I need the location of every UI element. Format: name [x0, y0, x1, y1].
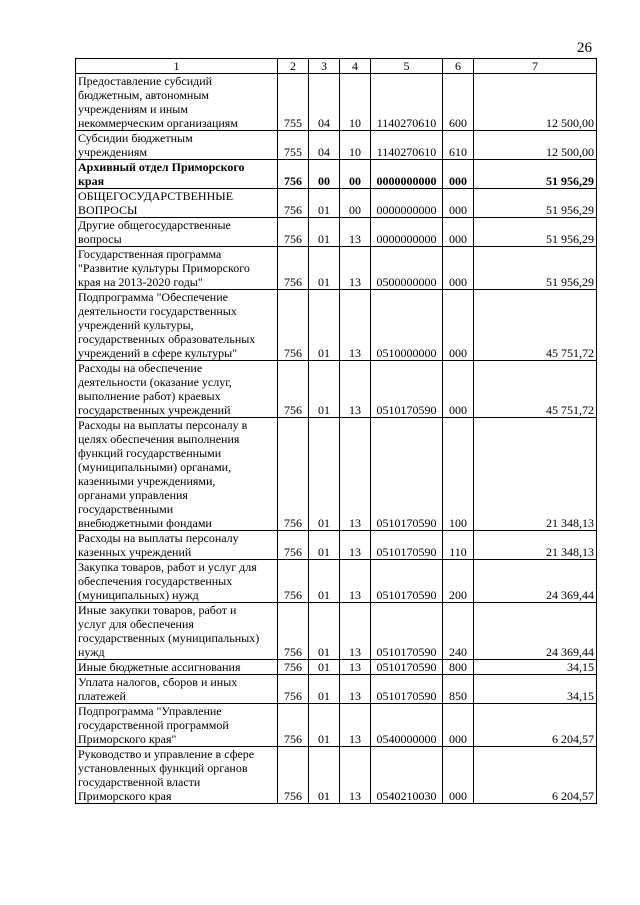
row-code-cell-c4: 13	[340, 361, 371, 418]
table-row	[76, 160, 597, 189]
row-amount-cell: 51 956,29	[474, 247, 597, 290]
row-code-cell-c2: 756	[278, 160, 309, 189]
row-code-cell-c4: 13	[340, 660, 371, 675]
row-name-text: Архивный отдел Приморского края	[78, 160, 245, 188]
row-code-cell-c4: 13	[340, 603, 371, 660]
row-name-text: Другие общегосударственные вопросы	[78, 218, 231, 246]
row-name-cell	[76, 531, 278, 560]
row-name-text: Уплата налогов, сборов и иных платежей	[78, 675, 238, 703]
row-code-cell-c2: 756	[278, 361, 309, 418]
row-code-cell-c3: 00	[309, 160, 340, 189]
row-code-cell-c3: 01	[309, 603, 340, 660]
row-code-cell-c6: 200	[443, 560, 474, 603]
header-col-2: 2	[278, 59, 309, 74]
row-code-cell-c6: 000	[443, 361, 474, 418]
row-code-cell-c5: 0540000000	[371, 704, 443, 747]
row-code-cell-c4: 13	[340, 247, 371, 290]
header-col-5: 5	[371, 59, 443, 74]
header-col-3: 3	[309, 59, 340, 74]
row-amount-cell: 24 369,44	[474, 560, 597, 603]
row-code-cell-c2: 756	[278, 747, 309, 804]
row-code-cell-c5: 0500000000	[371, 247, 443, 290]
table-row	[76, 247, 597, 290]
row-code-cell-c4: 00	[340, 160, 371, 189]
table-row	[76, 560, 597, 603]
row-code-cell-c5: 0510170590	[371, 531, 443, 560]
row-code-cell-c5: 0540210030	[371, 747, 443, 804]
row-name-text: Иные бюджетные ассигнования	[78, 660, 241, 674]
row-code-cell-c3: 01	[309, 704, 340, 747]
row-amount-cell: 34,15	[474, 660, 597, 675]
row-name-text: ОБЩЕГОСУДАРСТВЕННЫЕ ВОПРОСЫ	[78, 189, 234, 217]
row-name-cell	[76, 160, 278, 189]
row-code-cell-c6: 000	[443, 160, 474, 189]
row-code-cell-c6: 240	[443, 603, 474, 660]
row-code-cell-c4: 13	[340, 531, 371, 560]
row-code-cell-c3: 01	[309, 660, 340, 675]
row-name-text: Расходы на выплаты персоналу казенных учреждений	[78, 531, 239, 559]
row-code-cell-c6: 000	[443, 218, 474, 247]
row-name-cell	[76, 361, 278, 418]
row-code-cell-c4: 13	[340, 560, 371, 603]
row-code-cell-c5: 0000000000	[371, 189, 443, 218]
row-code-cell-c3: 01	[309, 361, 340, 418]
row-code-cell-c3: 01	[309, 218, 340, 247]
row-name-cell	[76, 704, 278, 747]
row-code-cell-c4: 13	[340, 747, 371, 804]
row-name-cell	[76, 74, 278, 131]
row-name-cell	[76, 418, 278, 531]
row-code-cell-c2: 755	[278, 74, 309, 131]
table-row	[76, 189, 597, 218]
row-code-cell-c3: 04	[309, 131, 340, 160]
row-name-cell	[76, 747, 278, 804]
row-amount-cell: 45 751,72	[474, 290, 597, 361]
row-code-cell-c3: 01	[309, 290, 340, 361]
row-amount-cell: 51 956,29	[474, 160, 597, 189]
row-code-cell-c5: 0510170590	[371, 660, 443, 675]
budget-table	[75, 58, 597, 804]
row-name-cell	[76, 603, 278, 660]
table-row	[76, 290, 597, 361]
row-code-cell-c4: 13	[340, 675, 371, 704]
row-code-cell-c3: 01	[309, 189, 340, 218]
row-code-cell-c2: 756	[278, 247, 309, 290]
row-amount-cell: 51 956,29	[474, 189, 597, 218]
row-code-cell-c6: 000	[443, 189, 474, 218]
row-code-cell-c5: 0000000000	[371, 160, 443, 189]
row-code-cell-c5: 0000000000	[371, 218, 443, 247]
row-name-text: Иные закупки товаров, работ и услуг для обеспечения государственных (муниципальных) нужд	[78, 603, 260, 659]
row-code-cell-c2: 756	[278, 660, 309, 675]
row-code-cell-c6: 610	[443, 131, 474, 160]
row-code-cell-c2: 756	[278, 290, 309, 361]
row-code-cell-c2: 756	[278, 560, 309, 603]
row-name-cell	[76, 290, 278, 361]
table-row	[76, 660, 597, 675]
row-code-cell-c4: 10	[340, 74, 371, 131]
row-code-cell-c6: 000	[443, 704, 474, 747]
row-name-text: Подпрограмма "Управление государственной программой Приморского края"	[78, 704, 229, 746]
row-code-cell-c5: 0510170590	[371, 560, 443, 603]
row-code-cell-c2: 756	[278, 603, 309, 660]
row-code-cell-c4: 00	[340, 189, 371, 218]
row-code-cell-c6: 850	[443, 675, 474, 704]
row-code-cell-c6: 000	[443, 747, 474, 804]
table-row	[76, 418, 597, 531]
row-amount-cell: 12 500,00	[474, 131, 597, 160]
row-amount-cell: 51 956,29	[474, 218, 597, 247]
row-amount-cell: 45 751,72	[474, 361, 597, 418]
row-name-cell	[76, 675, 278, 704]
row-code-cell-c3: 01	[309, 247, 340, 290]
row-name-cell	[76, 560, 278, 603]
row-code-cell-c5: 1140270610	[371, 74, 443, 131]
row-code-cell-c6: 600	[443, 74, 474, 131]
table-header-row	[76, 59, 597, 74]
row-name-cell	[76, 660, 278, 675]
row-code-cell-c3: 01	[309, 675, 340, 704]
row-code-cell-c5: 1140270610	[371, 131, 443, 160]
table-row	[76, 531, 597, 560]
row-code-cell-c3: 01	[309, 531, 340, 560]
header-col-7: 7	[474, 59, 597, 74]
header-col-1: 1	[76, 59, 278, 74]
row-amount-cell: 6 204,57	[474, 747, 597, 804]
row-code-cell-c4: 13	[340, 290, 371, 361]
row-code-cell-c3: 01	[309, 418, 340, 531]
row-amount-cell: 34,15	[474, 675, 597, 704]
table-row	[76, 131, 597, 160]
row-code-cell-c2: 756	[278, 189, 309, 218]
row-name-text: Субсидии бюджетным учреждениям	[78, 131, 193, 159]
row-name-cell	[76, 218, 278, 247]
row-code-cell-c3: 01	[309, 747, 340, 804]
row-code-cell-c5: 0510170590	[371, 603, 443, 660]
row-code-cell-c2: 755	[278, 131, 309, 160]
row-code-cell-c4: 13	[340, 704, 371, 747]
row-name-text: Подпрограмма "Обеспечение деятельности государственных учреждений культуры, государственных образовательных учреждений в сфере культуры"	[78, 290, 256, 360]
row-name-cell	[76, 189, 278, 218]
row-code-cell-c6: 000	[443, 247, 474, 290]
row-code-cell-c2: 756	[278, 531, 309, 560]
row-name-text: Расходы на выплаты персоналу в целях обеспечения выполнения функций государственными (муниципальными) органами, казенными учреждениями, органами управления государственными внебюджетными фондами	[78, 418, 248, 530]
row-code-cell-c3: 01	[309, 560, 340, 603]
row-amount-cell: 12 500,00	[474, 74, 597, 131]
page-number: 26	[577, 40, 592, 56]
row-name-text: Государственная программа "Развитие культуры Приморского края на 2013-2020 годы"	[78, 247, 250, 289]
table-row	[76, 675, 597, 704]
row-name-cell	[76, 131, 278, 160]
row-code-cell-c4: 13	[340, 418, 371, 531]
row-amount-cell: 21 348,13	[474, 531, 597, 560]
row-name-cell	[76, 247, 278, 290]
row-name-text: Предоставление субсидий бюджетным, автономным учреждениям и иным некоммерческим организациям	[78, 74, 238, 130]
row-amount-cell: 6 204,57	[474, 704, 597, 747]
header-col-6: 6	[443, 59, 474, 74]
row-code-cell-c6: 000	[443, 290, 474, 361]
row-amount-cell: 24 369,44	[474, 603, 597, 660]
table-row	[76, 361, 597, 418]
row-code-cell-c5: 0510170590	[371, 675, 443, 704]
row-code-cell-c4: 10	[340, 131, 371, 160]
row-code-cell-c6: 110	[443, 531, 474, 560]
table-row	[76, 603, 597, 660]
row-code-cell-c2: 756	[278, 218, 309, 247]
table-row	[76, 747, 597, 804]
row-code-cell-c2: 756	[278, 418, 309, 531]
row-code-cell-c5: 0510170590	[371, 361, 443, 418]
row-code-cell-c2: 756	[278, 704, 309, 747]
row-code-cell-c5: 0510170590	[371, 418, 443, 531]
row-name-text: Руководство и управление в сфере установленных функций органов государственной власти Приморского края	[78, 747, 255, 803]
row-code-cell-c5: 0510000000	[371, 290, 443, 361]
row-code-cell-c2: 756	[278, 675, 309, 704]
row-name-text: Расходы на обеспечение деятельности (оказание услуг, выполнение работ) краевых государственных учреждений	[78, 361, 232, 417]
table-row	[76, 74, 597, 131]
row-code-cell-c4: 13	[340, 218, 371, 247]
row-amount-cell: 21 348,13	[474, 418, 597, 531]
header-col-4: 4	[340, 59, 371, 74]
table-row	[76, 704, 597, 747]
table-row	[76, 218, 597, 247]
row-code-cell-c6: 800	[443, 660, 474, 675]
row-code-cell-c3: 04	[309, 74, 340, 131]
row-code-cell-c6: 100	[443, 418, 474, 531]
row-name-text: Закупка товаров, работ и услуг для обеспечения государственных (муниципальных) нужд	[78, 560, 257, 602]
